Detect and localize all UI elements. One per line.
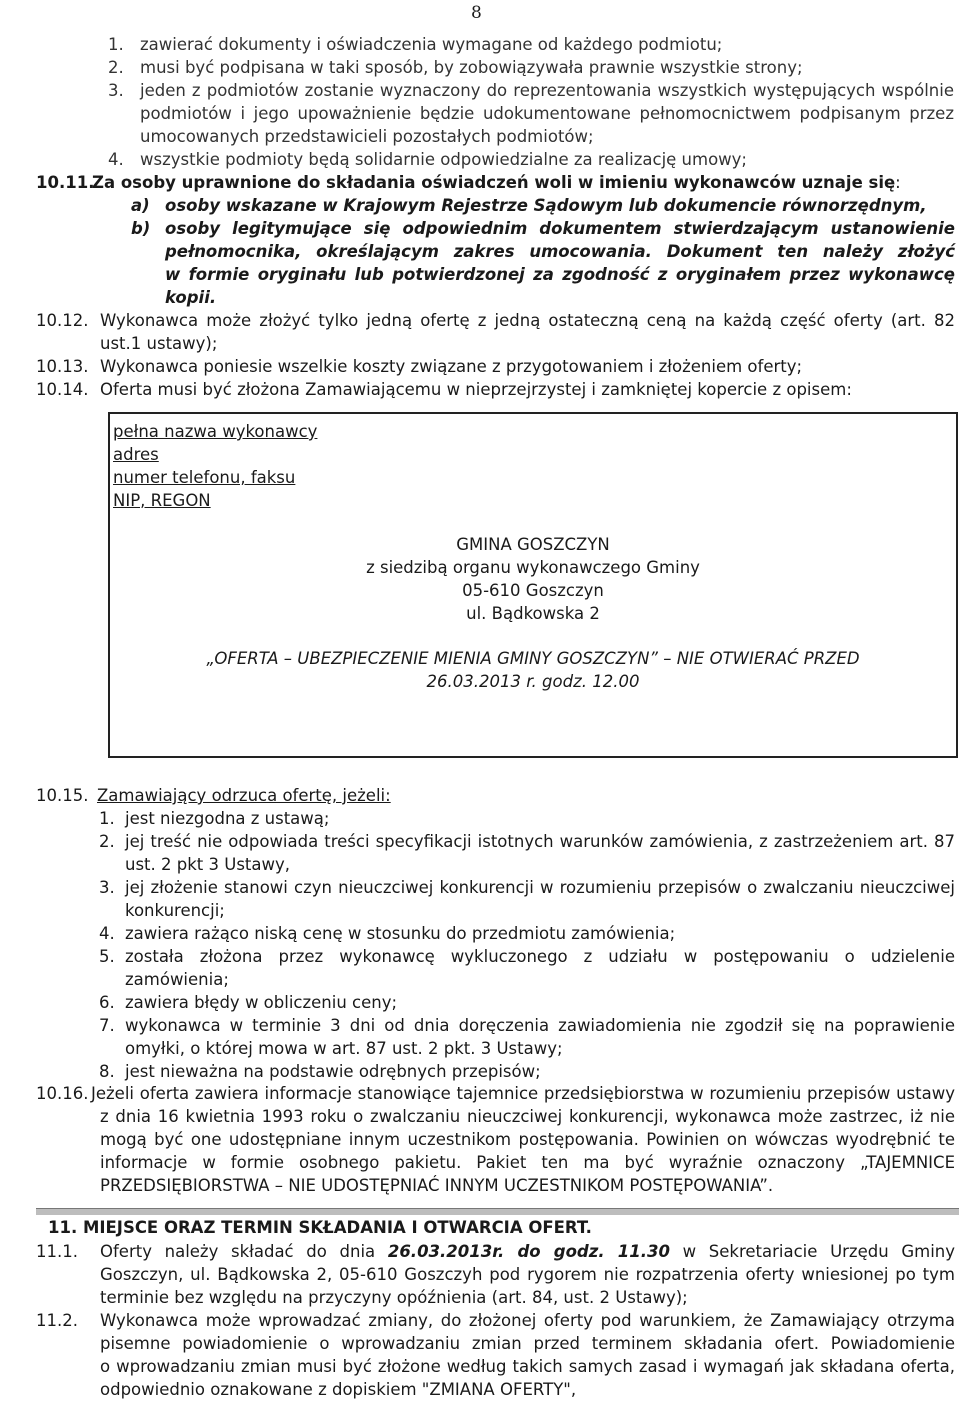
section-11-title: 11. MIEJSCE ORAZ TERMIN SKŁADANIA I OTWARCIA OFERT. — [48, 1218, 592, 1237]
list-item: zawierać dokumenty i oświadczenia wymagane od każdego podmiotu; — [140, 35, 723, 54]
section-number: 10.14. — [36, 380, 89, 399]
section-heading: Zamawiający odrzuca ofertę, jeżeli: — [97, 786, 391, 805]
note-line: „OFERTA – UBEZPIECZENIE MIENIA GMINY GOSZCZYN” – NIE OTWIERAĆ PRZED — [206, 649, 860, 668]
list-number: 3. — [108, 81, 124, 100]
section-number: 10.13. — [36, 357, 89, 376]
sender-name: pełna nazwa wykonawcy — [113, 422, 318, 441]
section-text: Wykonawca może wprowadzać zmiany, do złożonej oferty pod warunkiem, że Zamawiający otrzyma — [100, 1311, 955, 1330]
list-item: musi być podpisana w taki sposób, by zobowiązywała prawnie wszystkie strony; — [140, 58, 803, 77]
item-text: osoby wskazane w Krajowym Rejestrze Sądowym lub dokumencie równorzędnym, — [165, 196, 927, 215]
list-number: 4. — [99, 924, 115, 943]
deadline-date: 26.03.2013r. do godz. 11.30 — [387, 1242, 670, 1261]
section-text: Oferta musi być złożona Zamawiającemu w nieprzejrzystej i zamkniętej kopercie z opisem: — [100, 380, 852, 399]
section-heading — [92, 171, 901, 194]
list-item: została złożona przez wykonawcę wykluczonego z udziału w postępowaniu o udzielenie — [125, 947, 955, 966]
section-number: 10.16. — [36, 1084, 89, 1103]
section-text: odpowiednio oznakowane z dopiskiem "ZMIANA OFERTY", — [100, 1380, 577, 1399]
section-text: Wykonawca może złożyć tylko jedną ofertę z jedną ostateczną ceną na każdą część oferty (art. 82 — [100, 311, 955, 330]
heading-text: Za osoby uprawnione do składania oświadczeń woli w imieniu wykonawców uznaje się — [92, 173, 896, 192]
section-text: mogą być one udostępniane innym uczestnikom postępowania. Powinien on wówczas wyodrębnić te — [100, 1130, 955, 1149]
list-item: zawiera błędy w obliczeniu ceny; — [125, 993, 398, 1012]
list-number: 6. — [99, 993, 115, 1012]
list-item: jest nieważna na podstawie odrębnych przepisów; — [125, 1062, 541, 1081]
list-item: ust. 2 pkt 3 Ustawy, — [125, 855, 290, 874]
item-text: pełnomocnika, określającym zakres umocowania. Dokument ten należy złożyć — [165, 242, 955, 261]
list-item: wykonawca w terminie 3 dni od dnia doręczenia zawiadomienia nie zgodził się na poprawienie — [125, 1016, 955, 1035]
deadline-pre: Oferty należy składać do dnia — [100, 1242, 376, 1261]
note-line: 26.03.2013 r. godz. 12.00 — [426, 672, 640, 691]
list-item: omyłki, o której mowa w art. 87 ust. 2 pkt. 3 Ustawy; — [125, 1039, 563, 1058]
item-text: osoby legitymujące się odpowiednim dokumentem stwierdzającym ustanowienie — [165, 219, 955, 238]
section-text — [100, 1240, 955, 1263]
list-item: wszystkie podmioty będą solidarnie odpowiedzialne za realizację umowy; — [140, 150, 747, 169]
section-text: informacje w formie osobnego pakietu. Pakiet ten ma być wyraźnie oznaczony „TAJEMNICE — [100, 1153, 955, 1172]
recipient-line: 05-610 Goszczyn — [462, 581, 604, 600]
list-item: umocowanych przedstawicieli pozostałych podmiotów; — [140, 127, 594, 146]
list-number: 3. — [99, 878, 115, 897]
sender-nip: NIP, REGON — [113, 491, 211, 510]
section-text: o wprowadzaniu zmian musi być złożone według takich samych zasad i wymagań jak składana oferta, — [100, 1357, 955, 1376]
recipient-line: GMINA GOSZCZYN — [456, 535, 610, 554]
section-text: Jeżeli oferta zawiera informacje stanowiące tajemnice przedsiębiorstwa w rozumieniu przepisów ustawy — [91, 1084, 955, 1103]
list-number: 1. — [99, 809, 115, 828]
section-number: 10.12. — [36, 311, 89, 330]
list-number: 4. — [108, 150, 124, 169]
list-number: 2. — [99, 832, 115, 851]
item-text: kopii. — [165, 288, 217, 307]
section-number: 10.15. — [36, 786, 89, 805]
section-number: 10.11. — [36, 173, 95, 192]
section-number: 11.1. — [36, 1242, 78, 1261]
list-number: 5. — [99, 947, 115, 966]
list-item: jest niezgodna z ustawą; — [125, 809, 330, 828]
list-number: 8. — [99, 1062, 115, 1081]
recipient-line: ul. Bądkowska 2 — [466, 604, 600, 623]
section-text: pisemne powiadomienie o wprowadzaniu zmian przed terminem składania ofert. Powiadomienie — [100, 1334, 955, 1353]
sender-address: adres — [113, 445, 159, 464]
item-label: a) — [131, 196, 150, 215]
list-number: 7. — [99, 1016, 115, 1035]
section-text: z dnia 16 kwietnia 1993 roku o zwalczaniu nieuczciwej konkurencji, wykonawca może zastrzec, iż nie — [100, 1107, 955, 1126]
list-item: jeden z podmiotów zostanie wyznaczony do reprezentowania wszystkich występujących wspólnie — [140, 81, 954, 100]
recipient-line: z siedzibą organu wykonawczego Gminy — [366, 558, 700, 577]
item-label: b) — [131, 219, 151, 238]
section-divider — [36, 1208, 959, 1215]
list-number: 2. — [108, 58, 124, 77]
section-text: Wykonawca poniesie wszelkie koszty związane z przygotowaniem i złożeniem oferty; — [100, 357, 803, 376]
section-text: Goszczyn, ul. Bądkowska 2, 05-610 Goszczyh pod rygorem nie rozpatrzenia oferty wniesionej po tym — [100, 1265, 955, 1284]
list-item: jej złożenie stanowi czyn nieuczciwej konkurencji w rozumieniu przepisów o zwalczaniu nieuczciwej — [125, 878, 955, 897]
sender-phone: numer telefonu, faksu — [113, 468, 296, 487]
list-item: jej treść nie odpowiada treści specyfikacji istotnych warunków zamówienia, z zastrzeżeniem art. 87 — [125, 832, 955, 851]
section-text: terminie bez względu na przyczyny opóźnienia (art. 84, ust. 2 Ustawy); — [100, 1288, 688, 1307]
section-text: ust.1 ustawy); — [100, 334, 218, 353]
deadline-post: w Sekretariacie Urzędu Gminy — [682, 1242, 956, 1261]
list-item: zamówienia; — [125, 970, 229, 989]
item-text: w formie oryginału lub potwierdzonej za zgodność z oryginałem przez wykonawcę — [165, 265, 955, 284]
list-item: zawiera rażąco niską cenę w stosunku do przedmiotu zamówienia; — [125, 924, 676, 943]
section-text: PRZEDSIĘBIORSTWA – NIE UDOSTĘPNIAĆ INNYM UCZESTNIKOM POSTĘPOWANIA”. — [100, 1176, 774, 1195]
list-item: konkurencji; — [125, 901, 225, 920]
list-item: podmiotów i jego upoważnienie będzie udokumentowane pełnomocnictwem podpisanym przez — [140, 104, 954, 123]
list-number: 1. — [108, 35, 124, 54]
page-number: 8 — [471, 3, 482, 23]
heading-colon: : — [895, 173, 901, 192]
section-number: 11.2. — [36, 1311, 78, 1330]
